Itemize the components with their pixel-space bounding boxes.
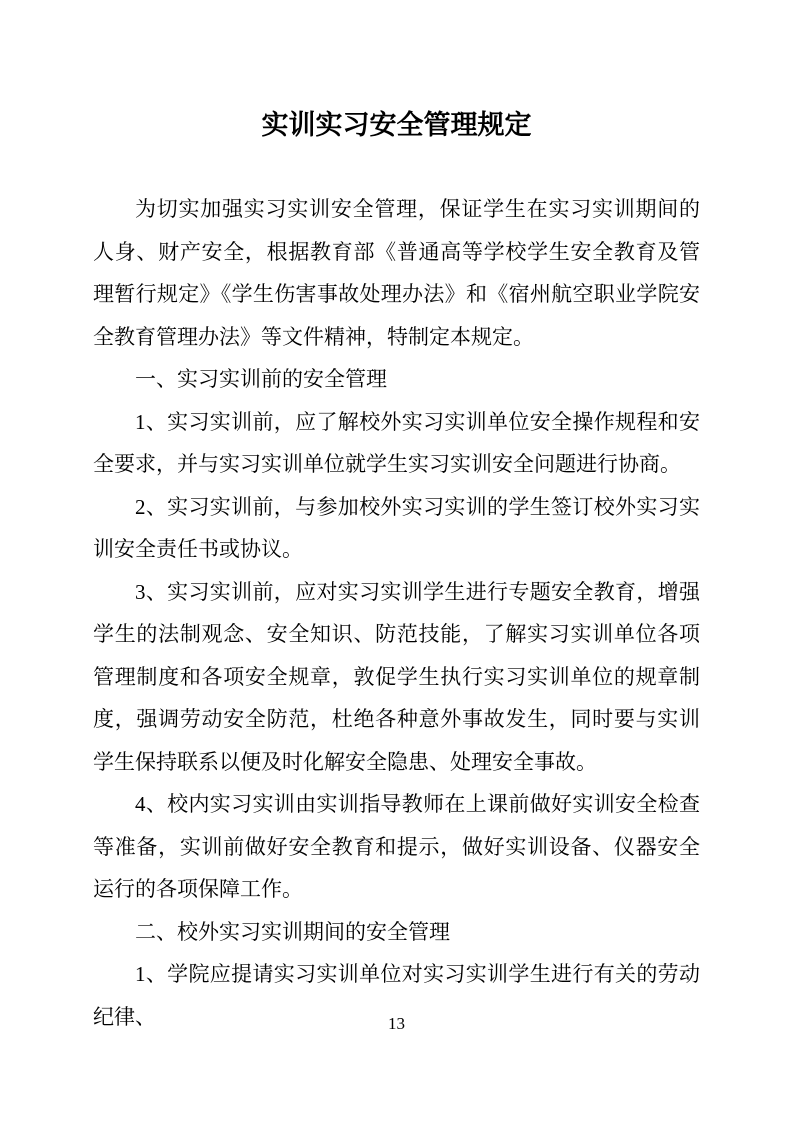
section1-item-4: 4、校内实习实训由实训指导教师在上课前做好实训安全检查等准备，实训前做好安全教育和提示，做好实训设备、仪器安全运行的各项保障工作。	[93, 792, 700, 901]
intro-paragraph: 为切实加强实习实训安全管理，保证学生在实习实训期间的人身、财产安全，根据教育部《普通高等学校学生安全教育及管理暂行规定》《学生伤害事故处理办法》和《宿州航空职业学院安全教育管理办法》等文件精神，特制定本规定。	[93, 197, 700, 349]
section-heading-1: 一、实习实训前的安全管理	[135, 367, 387, 391]
section1-item-3: 3、实习实训前，应对实习实训学生进行专题安全教育，增强学生的法制观念、安全知识、防范技能，了解实习实训单位各项管理制度和各项安全规章，敦促学生执行实习实训单位的规章制度，强调劳动安全防范，杜绝各种意外事故发生，同时要与实训学生保持联系以便及时化解安全隐患、处理安全事故。	[93, 579, 700, 774]
section1-item-2: 2、实习实训前，与参加校外实习实训的学生签订校外实习实训安全责任书或协议。	[93, 494, 700, 561]
page-number: 13	[388, 1014, 405, 1033]
section-heading-2: 二、校外实习实训期间的安全管理	[135, 919, 450, 944]
section2-item-1: 1、学院应提请实习实训单位对实习实训学生进行有关的劳动纪律、	[93, 962, 700, 1029]
document-content	[0, 110, 793, 1038]
document-title: 实训实习安全管理规定	[261, 110, 532, 140]
section1-item-1: 1、实习实训前，应了解校外实习实训单位安全操作规程和安全要求，并与实习实训单位就学生实习实训安全问题进行协商。	[93, 409, 700, 476]
